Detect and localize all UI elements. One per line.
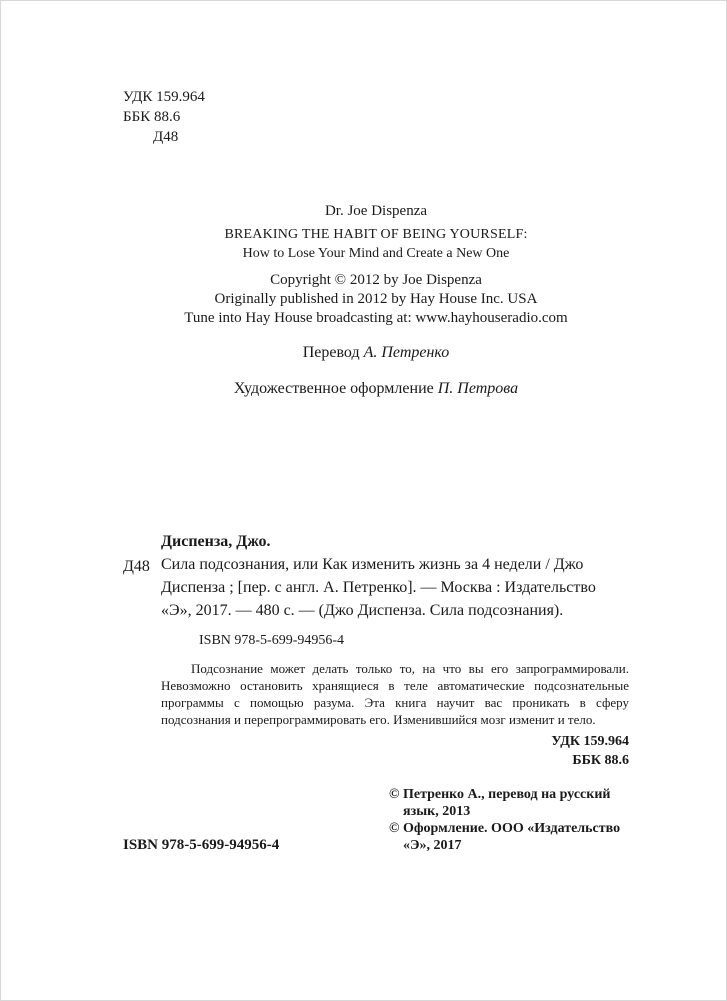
bottom-codes-block — [161, 732, 629, 770]
top-codes-block — [123, 87, 629, 147]
translator-credit — [123, 342, 629, 364]
design-name: П. Петрова — [437, 380, 519, 397]
copyright-line-2: Originally published in 2012 by Hay House Inc. USA — [214, 291, 538, 307]
translator-label: Перевод — [302, 344, 364, 361]
catalog-author-heading: Диспенза, Джо. — [161, 533, 271, 550]
footer-copyright-block — [389, 786, 629, 854]
udk-code: УДК 159.964 — [123, 89, 205, 105]
bbk-code-bottom: ББК 88.6 — [572, 753, 629, 768]
footer-block — [123, 786, 629, 854]
bbk-code: ББК 88.6 — [123, 109, 181, 125]
page-content — [123, 87, 629, 854]
copyright-line-1: Copyright © 2012 by Joe Dispenza — [270, 272, 482, 288]
catalog-card — [123, 530, 629, 770]
original-title: BREAKING THE HABIT OF BEING YOURSELF: — [224, 227, 528, 242]
catalog-description: Сила подсознания, или Как изменить жизнь за 4 недели / Джо Диспенза ; [пер. с англ. А. Петренко]. — Москва : Издательство «Э», 2017. — 480 с. — (Джо Диспенза. Сила подсознания). — [161, 556, 596, 619]
footer-copyright-design: © Оформление. ООО «Издательство «Э», 2017 — [389, 821, 621, 853]
original-subtitle: How to Lose Your Mind and Create a New One — [242, 246, 510, 261]
design-credit — [123, 378, 629, 400]
catalog-id: Д48 — [123, 558, 150, 575]
catalog-isbn: ISBN 978-5-699-94956-4 — [199, 633, 345, 648]
original-copyright-block — [123, 271, 629, 328]
original-edition-block — [123, 201, 629, 400]
original-author: Dr. Joe Dispenza — [324, 203, 428, 219]
copyright-line-3: Tune into Hay House broadcasting at: www.hayhouseradio.com — [184, 310, 568, 326]
footer-copyright-translation: © Петренко А., перевод на русский язык, 2013 — [389, 787, 611, 819]
udk-code-bottom: УДК 159.964 — [551, 734, 629, 749]
translator-name: А. Петренко — [363, 344, 450, 361]
footer-isbn: ISBN 978-5-699-94956-4 — [123, 837, 280, 853]
annotation-text: Подсознание может делать только то, на что вы его запрограммировали. Невозможно остановить хранящиеся в теле автоматические подсознательные программы с помощью разума. Эта книга научит вас проникать в сферу подсознания и перепрограммировать его. Изменившийся мозг изменит и тело. — [161, 661, 629, 727]
design-label: Художественное оформление — [233, 380, 438, 397]
catalog-id-top: Д48 — [153, 129, 179, 145]
